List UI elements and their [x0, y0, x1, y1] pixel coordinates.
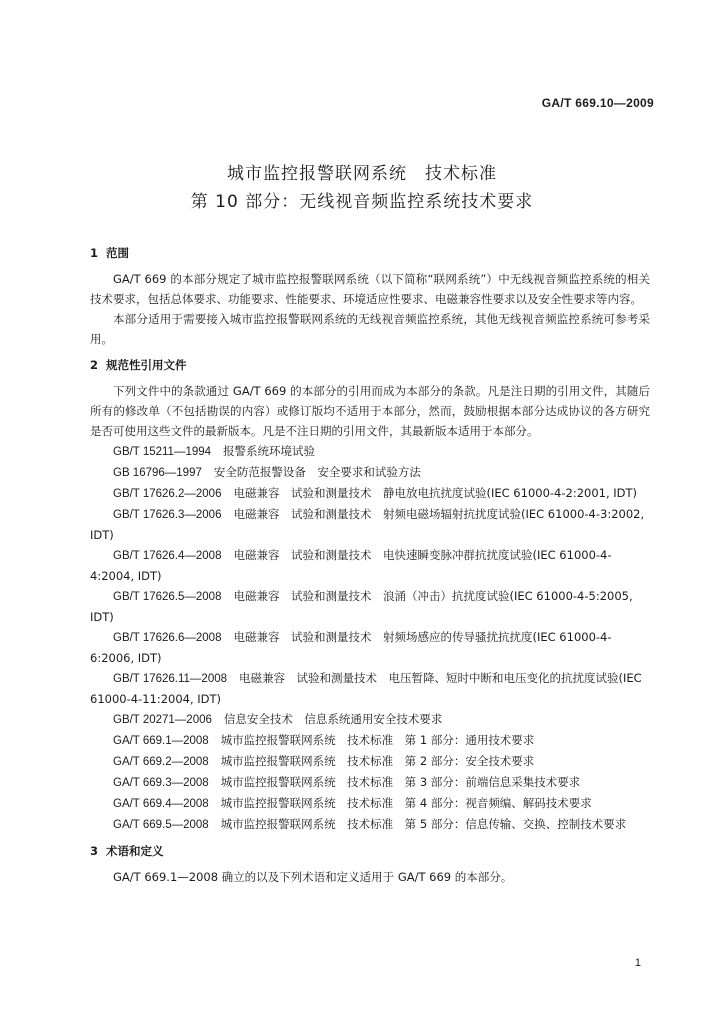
reference-item: [90, 730, 650, 751]
reference-item: [90, 668, 650, 709]
reference-code: GB/T 20271—2006: [113, 714, 212, 726]
reference-title: 城市监控报警联网系统 技术标准 第 4 部分：视音频编、解码技术要求: [220, 796, 592, 810]
section-number: 1: [90, 246, 99, 260]
reference-code: GB/T 17626.3—2006: [113, 509, 222, 521]
reference-title: 电磁兼容 试验和测量技术 电压暂降、短时中断和电压变化的抗扰度试验(IEC 61000-4-11:2004, IDT): [90, 671, 642, 706]
section-title: 术语和定义: [106, 844, 164, 858]
reference-code: GB/T 15211—1994: [113, 446, 212, 458]
reference-title: 电磁兼容 试验和测量技术 浪涌（冲击）抗扰度试验(IEC 61000-4-5:2005, IDT): [90, 589, 633, 624]
standard-number: GA/T 669.10—2009: [541, 96, 654, 110]
reference-item: [90, 483, 650, 504]
section-heading: [90, 357, 650, 373]
reference-title: 电磁兼容 试验和测量技术 射频场感应的传导骚扰抗扰度(IEC 61000-4-6:2006, IDT): [90, 630, 612, 665]
section-number: 3: [90, 844, 99, 858]
section-title: 范围: [106, 246, 129, 260]
title-line-1: 城市监控报警联网系统 技术标准: [227, 164, 497, 184]
section-scope: [90, 245, 650, 349]
reference-item: [90, 772, 650, 793]
reference-title: 安全防范报警设备 安全要求和试验方法: [213, 465, 421, 479]
reference-item: [90, 814, 650, 835]
reference-title: 城市监控报警联网系统 技术标准 第 5 部分：信息传输、交换、控制技术要求: [220, 817, 627, 831]
reference-code: GB/T 17626.6—2008: [113, 632, 222, 644]
page-number: 1: [634, 957, 641, 969]
reference-code: GB/T 17626.11—2008: [113, 673, 228, 685]
section-number: 2: [90, 358, 99, 372]
reference-item: [90, 441, 650, 462]
reference-title: 城市监控报警联网系统 技术标准 第 2 部分：安全技术要求: [220, 754, 535, 768]
document-title: [0, 160, 724, 216]
reference-item: [90, 709, 650, 730]
reference-item: [90, 586, 650, 627]
reference-code: GA/T 669.3—2008: [113, 777, 209, 789]
section-heading: [90, 843, 650, 859]
reference-item: [90, 751, 650, 772]
reference-title: 电磁兼容 试验和测量技术 射频电磁场辐射抗扰度试验(IEC 61000-4-3:2002, IDT): [90, 507, 645, 542]
section-heading: [90, 245, 650, 261]
reference-item: [90, 462, 650, 483]
reference-title: 城市监控报警联网系统 技术标准 第 3 部分：前端信息采集技术要求: [220, 775, 581, 789]
title-line-2: 第 10 部分：无线视音频监控系统技术要求: [190, 192, 534, 212]
paragraph: GA/T 669 的本部分规定了城市监控报警联网系统（以下简称“联网系统”）中无线视音频监控系统的相关技术要求，包括总体要求、功能要求、性能要求、环境适应性要求、电磁兼容性要求以及安全性要求等内容。: [90, 272, 650, 306]
reference-title: 电磁兼容 试验和测量技术 静电放电抗扰度试验(IEC 61000-4-2:2001, IDT): [233, 486, 638, 500]
reference-title: 城市监控报警联网系统 技术标准 第 1 部分：通用技术要求: [220, 733, 535, 747]
reference-code: GB/T 17626.5—2008: [113, 591, 222, 603]
reference-code: GA/T 669.2—2008: [113, 756, 209, 768]
paragraph: 本部分适用于需要接入城市监控报警联网系统的无线视音频监控系统，其他无线视音频监控系统可参考采用。: [90, 312, 650, 346]
reference-title: 电磁兼容 试验和测量技术 电快速瞬变脉冲群抗扰度试验(IEC 61000-4-4:2004, IDT): [90, 548, 612, 583]
reference-title: 信息安全技术 信息系统通用安全技术要求: [223, 712, 443, 726]
reference-code: GA/T 669.1—2008: [113, 735, 209, 747]
reference-code: GB 16796—1997: [113, 467, 202, 479]
reference-code: GA/T 669.4—2008: [113, 798, 209, 810]
reference-item: [90, 504, 650, 545]
reference-item: [90, 627, 650, 668]
reference-item: [90, 793, 650, 814]
section-title: 规范性引用文件: [106, 358, 187, 372]
document-body: [90, 245, 650, 895]
paragraph: GA/T 669.1—2008 确立的以及下列术语和定义适用于 GA/T 669 的本部分。: [113, 870, 513, 884]
reference-code: GB/T 17626.4—2008: [113, 550, 222, 562]
reference-code: GA/T 669.5—2008: [113, 819, 209, 831]
reference-code: GB/T 17626.2—2006: [113, 488, 222, 500]
reference-title: 报警系统环境试验: [223, 444, 316, 458]
section-normative-references: [90, 357, 650, 835]
paragraph: 下列文件中的条款通过 GA/T 669 的本部分的引用而成为本部分的条款。凡是注日期的引用文件，其随后所有的修改单（不包括勘误的内容）或修订版均不适用于本部分，然而，鼓励根据本部分达成协议的各方研究是否可使用这些文件的最新版本。凡是不注日期的引用文件，其最新版本适用于本部分。: [90, 384, 650, 438]
reference-list: [90, 441, 650, 835]
section-terms-definitions: [90, 843, 650, 887]
reference-item: [90, 545, 650, 586]
